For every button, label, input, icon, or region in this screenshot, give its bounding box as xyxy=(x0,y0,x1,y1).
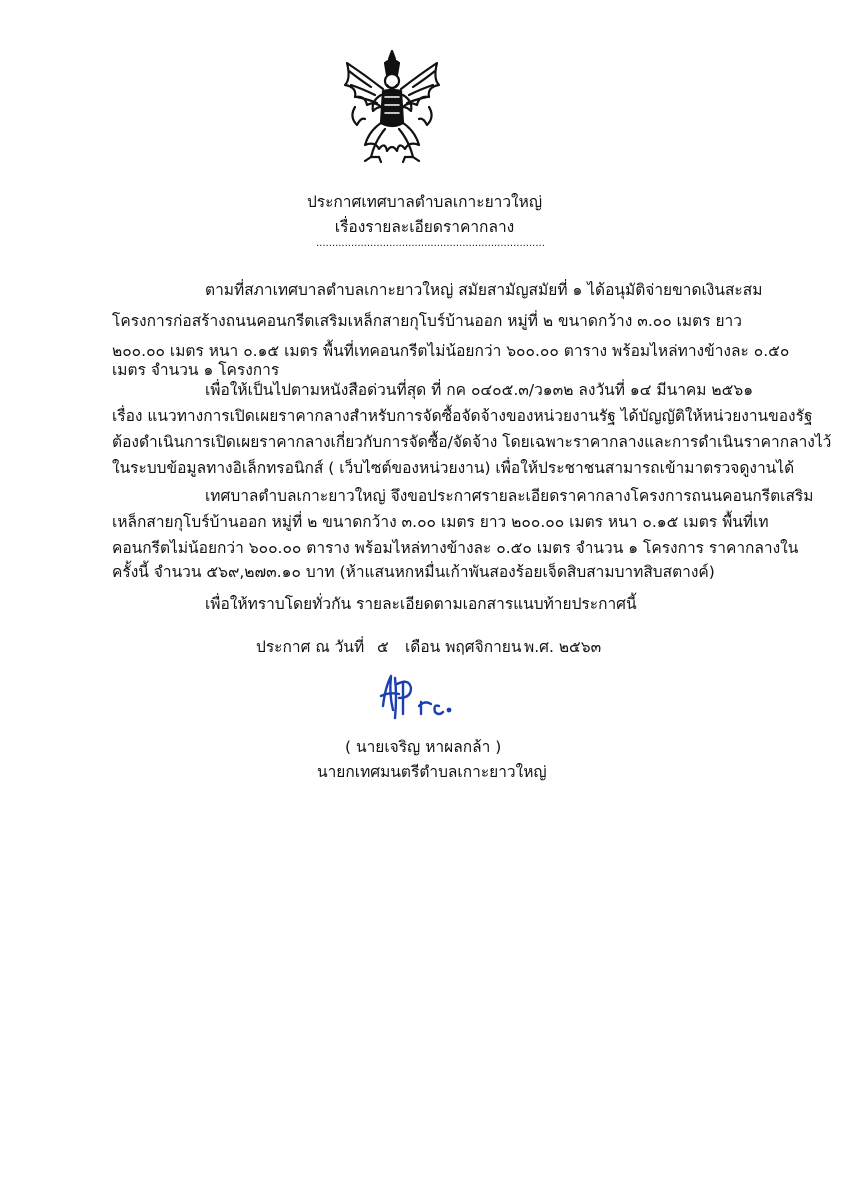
paragraph-2-line-1: เพื่อให้เป็นไปตามหนังสือด่วนที่สุด ที่ กค ๐๔๐๕.๓/ว๑๓๒ ลงวันที่ ๑๔ มีนาคม ๒๕๖๑ xyxy=(205,381,754,399)
paragraph-1-line-3: ๒๐๐.๐๐ เมตร หนา ๐.๑๕ เมตร พื้นที่เทคอนกรีตไม่น้อยกว่า ๖๐๐.๐๐ ตาราง พร้อมไหล่ทางข้างละ ๐.๕๐ xyxy=(112,342,790,360)
paragraph-3-line-2: เหล็กสายกุโบร์บ้านออก หมู่ที่ ๒ ขนาดกว้าง ๓.๐๐ เมตร ยาว ๒๐๐.๐๐ เมตร หนา ๐.๑๕ เมตร พื้นที่เท xyxy=(112,513,769,531)
paragraph-3-line-4: ครั้งนี้ จำนวน ๕๖๙,๒๗๓.๑๐ บาท (ห้าแสนหกหมื่นเก้าพันสองร้อยเจ็ดสิบสามบาทสิบสตางค์) xyxy=(112,563,715,581)
announcement-title: ประกาศเทศบาลตำบลเกาะยาวใหญ่ xyxy=(306,193,543,211)
paragraph-2-line-2: เรื่อง แนวทางการเปิดเผยราคากลางสำหรับการจัดซื้อจัดจ้างของหน่วยงานรัฐ ได้บัญญัติให้หน่วยงานของรัฐ xyxy=(112,407,813,425)
garuda-emblem-icon xyxy=(335,45,450,165)
handwritten-signature xyxy=(375,668,475,728)
date-day: ๕ xyxy=(377,638,389,656)
paragraph-2-line-3: ต้องดำเนินการเปิดเผยราคากลางเกี่ยวกับการจัดซื้อ/จัดจ้าง โดยเฉพาะราคากลางและการดำเนินราคากลางไว้ xyxy=(112,433,832,451)
date-prefix: ประกาศ ณ วันที่ xyxy=(256,638,365,656)
paragraph-1-line-2: โครงการก่อสร้างถนนคอนกรีตเสริมเหล็กสายกุโบร์บ้านออก หมู่ที่ ๒ ขนาดกว้าง ๓.๐๐ เมตร ยาว xyxy=(112,312,742,330)
paragraph-1-line-1: ตามที่สภาเทศบาลตำบลเกาะยาวใหญ่ สมัยสามัญสมัยที่ ๑ ได้อนุมัติจ่ายขาดเงินสะสม xyxy=(205,281,763,299)
title-separator: ........................................................................ xyxy=(316,238,545,249)
signatory-name: ( นายเจริญ หาผลกล้า ) xyxy=(345,738,502,756)
date-year: พ.ศ. ๒๕๖๓ xyxy=(524,638,602,656)
announcement-subject: เรื่องรายละเอียดราคากลาง xyxy=(334,218,515,236)
paragraph-2-line-4: ในระบบข้อมูลทางอิเล็กทรอนิกส์ ( เว็บไซต์ของหน่วยงาน) เพื่อให้ประชาชนสามารถเข้ามาตรวจดูงานได้ xyxy=(112,459,795,477)
date-month: เดือน พฤศจิกายน xyxy=(405,638,522,656)
paragraph-4-line-1: เพื่อให้ทราบโดยทั่วกัน รายละเอียดตามเอกสารแนบท้ายประกาศนี้ xyxy=(205,595,637,613)
signatory-position: นายกเทศมนตรีตำบลเกาะยาวใหญ่ xyxy=(317,763,547,781)
paragraph-3-line-3: คอนกรีตไม่น้อยกว่า ๖๐๐.๐๐ ตาราง พร้อมไหล่ทางข้างละ ๐.๕๐ เมตร จำนวน ๑ โครงการ ราคากลางใน xyxy=(112,539,799,557)
paragraph-3-line-1: เทศบาลตำบลเกาะยาวใหญ่ จึงขอประกาศรายละเอียดราคากลางโครงการถนนคอนกรีตเสริม xyxy=(205,487,814,505)
paragraph-1-line-4: เมตร จำนวน ๑ โครงการ xyxy=(112,361,280,379)
